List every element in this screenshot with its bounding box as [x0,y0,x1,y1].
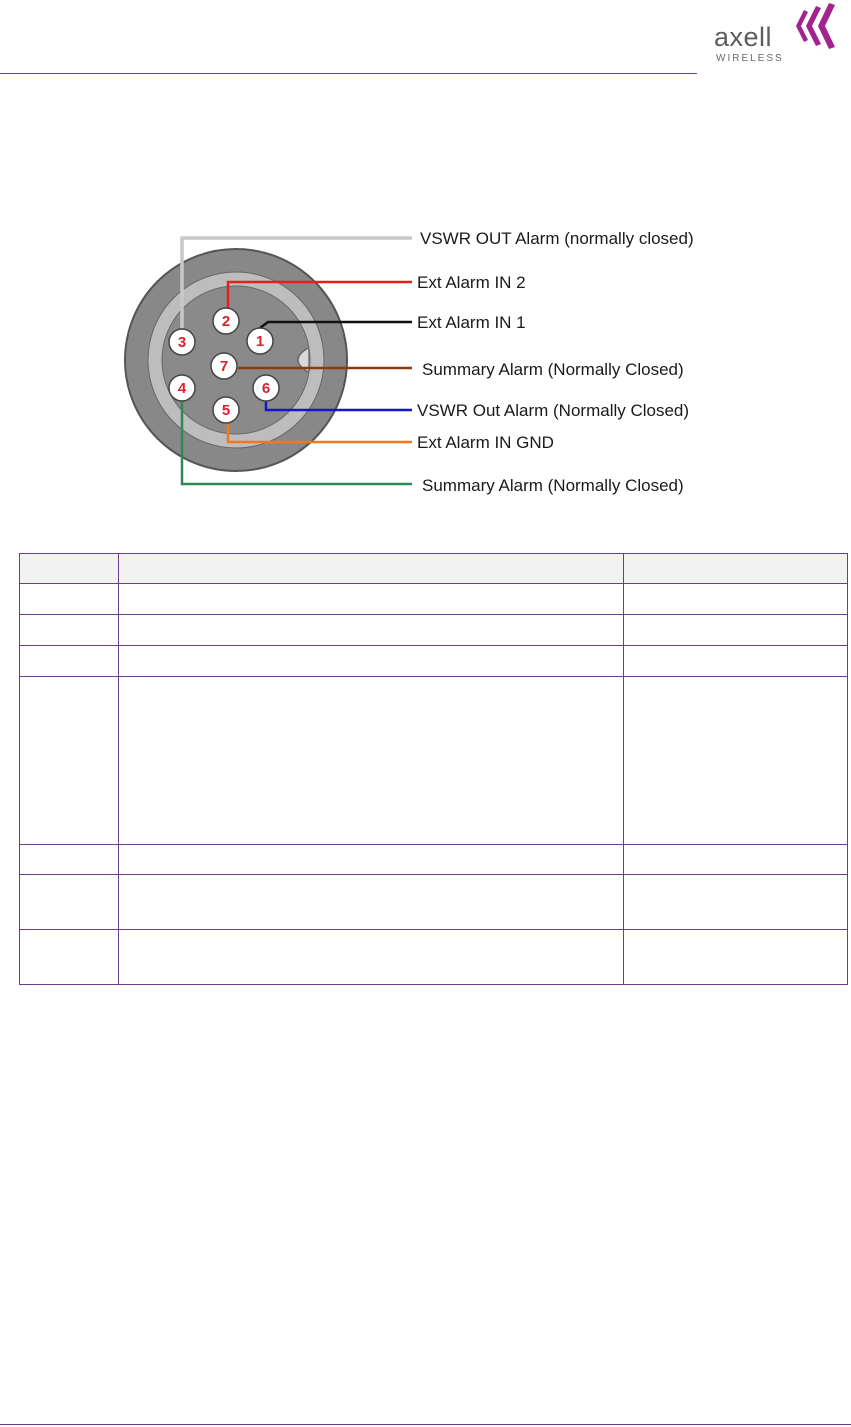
table-cell [624,930,848,985]
table-cell [118,646,624,677]
label-pin5: Ext Alarm IN GND [417,433,554,452]
table-cell [624,845,848,875]
col-header-pin [20,554,119,584]
col-header-description [118,554,624,584]
table-cell [118,875,624,930]
pin-2-number: 2 [221,313,231,330]
label-pin2: Ext Alarm IN 2 [417,273,526,292]
table-header-row [20,554,848,584]
table-cell [118,677,624,845]
table-cell [624,677,848,845]
pin-7-number: 7 [219,358,229,375]
pin-4-number: 4 [177,380,187,397]
pin-6-number: 6 [261,380,271,397]
table-cell [20,584,119,615]
table-row [20,930,848,985]
pin-1 [247,328,273,354]
table-cell [624,615,848,646]
table-cell [20,930,119,985]
header-rule [0,73,697,74]
table-cell [624,584,848,615]
table-row [20,845,848,875]
table-cell [624,875,848,930]
table-row [20,646,848,677]
table-cell [118,845,624,875]
table-row [20,584,848,615]
pin-6 [253,375,279,401]
pin-1-number: 1 [255,333,265,350]
table-row [20,677,848,845]
label-pin3: VSWR OUT Alarm (normally closed) [420,229,694,248]
brand-logo [700,0,851,70]
pin-2 [213,308,239,334]
pinout-table [19,553,848,985]
label-pin1: Ext Alarm IN 1 [417,313,526,332]
pin-5 [213,397,239,423]
table-cell [20,615,119,646]
table-row [20,875,848,930]
label-pin4: Summary Alarm (Normally Closed) [422,476,684,495]
table-cell [20,845,119,875]
table-cell [20,646,119,677]
pin-7 [211,353,237,379]
connector-pinout-diagram [120,220,740,510]
pin-4 [169,375,195,401]
pin-5-number: 5 [221,402,231,419]
col-header-notes [624,554,848,584]
table-row [20,615,848,646]
table-cell [118,584,624,615]
label-pin7: Summary Alarm (Normally Closed) [422,360,684,379]
logo-arcs-icon [792,0,840,52]
pin-3-number: 3 [177,334,187,351]
logo-wordmark: axell [714,22,773,52]
footer-rule [0,1424,851,1425]
table-cell [20,875,119,930]
logo-subtitle: WIRELESS [716,53,784,64]
label-pin6: VSWR Out Alarm (Normally Closed) [417,401,690,420]
table-cell [118,615,624,646]
table-cell [20,677,119,845]
table-cell [118,930,624,985]
pin-3 [169,329,195,355]
table-cell [624,646,848,677]
